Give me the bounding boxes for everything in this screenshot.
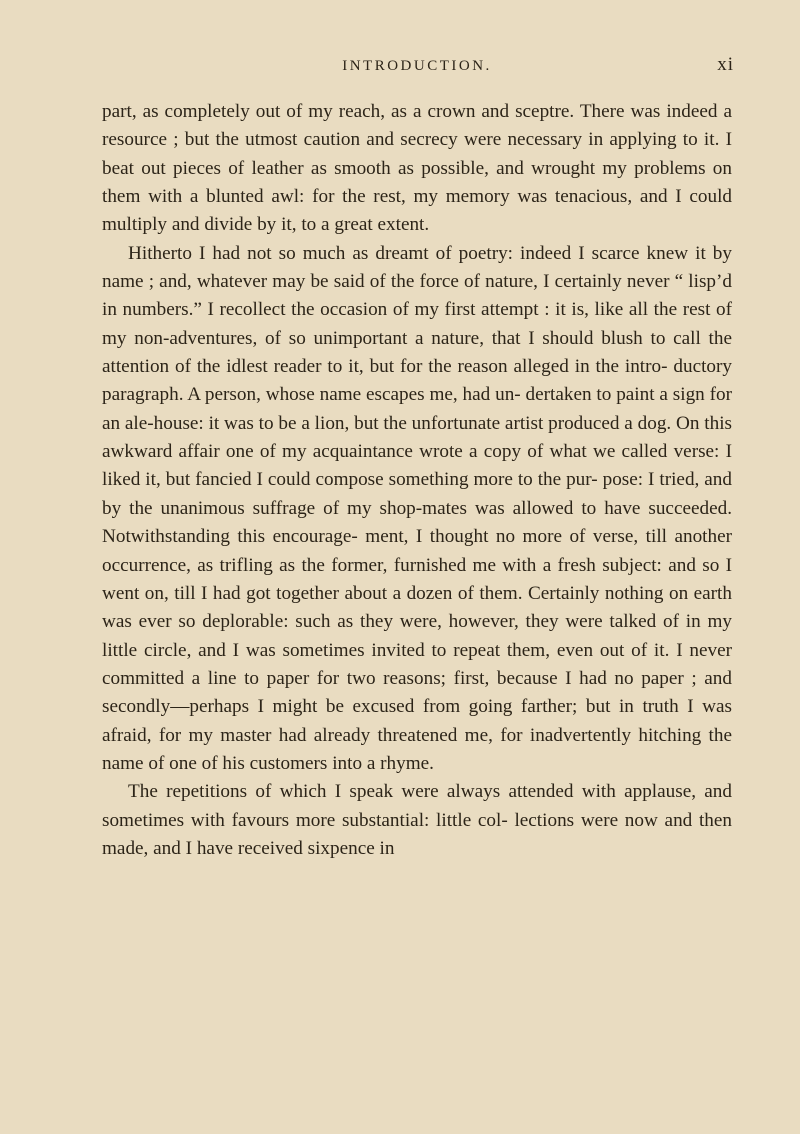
running-title: INTRODUCTION. (342, 58, 492, 74)
paragraph-3: The repetitions of which I speak were always attended with applause, and sometimes with favours more substantial: little col- lections were now and then made, and I have received sixpence in (102, 781, 732, 859)
body-text (102, 98, 732, 863)
paragraph-2: Hitherto I had not so much as dreamt of poetry: indeed I scarce knew it by name ; and, whatever may be said of the force of nature, I certainly never “ lisp’d in numbers.” I recollect the occasion of my first attempt : it is, like all the rest of my non-adventures, of so unimportant a nature, that I should blush to call the attention of the idlest reader to it, but for the reason alleged in the intro- ductory paragraph. A person, whose name escapes me, had un- dertaken to paint a sign for an ale-house: it was to be a lion, but the unfortunate artist produced a dog. On this awkward affair one of my acquaintance wrote a copy of what we called verse: I liked it, but fancied I could compose something more to the pur- pose: I tried, and by the unanimous suffrage of my shop-mates was allowed to have succeeded. Notwithstanding this encourage- ment, I thought no more of verse, till another occurrence, as trifling as the former, furnished me with a fresh subject: and so I went on, till I had got together about a dozen of them. Certainly nothing on earth was ever so deplorable: such as they were, however, they were talked of in my little circle, and I was sometimes invited to repeat them, even out of it. I never committed a line to paper for two reasons; first, because I had no paper ; and secondly—perhaps I might be excused from going farther; but in truth I was afraid, for my master had already threatened me, for inadvertently hitching the name of one of his customers into a rhyme. (102, 242, 732, 774)
paragraph-1: part, as completely out of my reach, as a crown and sceptre. There was indeed a resource ; but the utmost caution and secrecy were necessary in applying to it. I beat out pieces of leather as smooth as possible, and wrought my problems on them with a blunted awl: for the rest, my memory was tenacious, and I could multiply and divide by it, to a great extent. (102, 101, 732, 236)
page-number: xi (717, 54, 734, 75)
running-head (100, 50, 734, 80)
